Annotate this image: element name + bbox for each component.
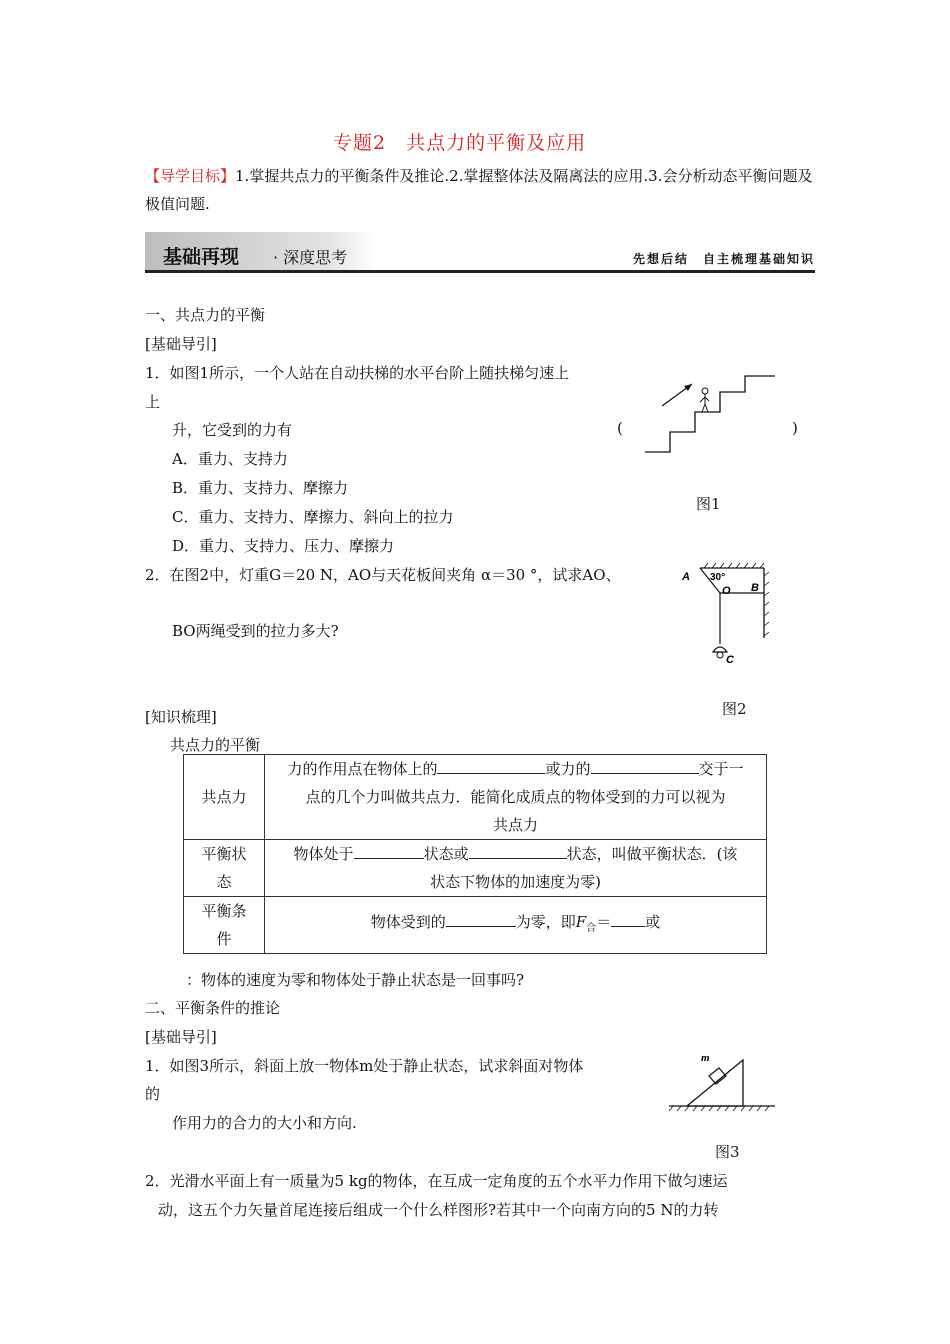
s2-q1-line2: 的	[145, 1085, 161, 1103]
q2-line1: 2．在图2中，灯重G＝20 N，AO与天花板间夹角 α＝30 °，试求AO、	[145, 566, 621, 584]
table-row	[184, 755, 767, 840]
knowledge-sub: 共点力的平衡	[170, 736, 261, 754]
s2-q2-line2: 动，这五个力矢量首尾连接后组成一个什么样图形?若其中一个向南方向的5 N的力转	[158, 1201, 719, 1219]
q2-line2: BO两绳受到的拉力多大?	[172, 622, 339, 640]
row-head-state: 平衡状 态	[184, 840, 265, 897]
figure1-escalator	[640, 370, 780, 460]
knowledge-heading: [知识梳理]	[145, 708, 217, 726]
s2-q2-line1: 2．光滑水平面上有一质量为5 kg的物体，在互成一定角度的五个水平力作用下做匀速运	[145, 1172, 728, 1190]
row-content-concurrent: 力的作用点在物体上的 或力的 交于一 点的几个力叫做共点力．能简化成质点的物体受到的力可以视为 共点力	[265, 755, 767, 840]
section2-guide: [基础导引]	[145, 1028, 217, 1046]
q1-paren-close: )	[792, 419, 798, 437]
banner-main: 基础再现	[163, 246, 240, 268]
fig2-label-angle: 30°	[710, 572, 726, 583]
q1-paren-open: (	[617, 419, 623, 437]
banner-right: 先想后结 自主梳理基础知识	[632, 252, 815, 266]
table-row	[184, 840, 767, 897]
s2-q1-line1: 1．如图3所示，斜面上放一物体m处于静止状态，试求斜面对物体	[145, 1057, 584, 1075]
knowledge-question: ：物体的速度为零和物体处于静止状态是一回事吗?	[186, 971, 525, 989]
row-head-condition: 平衡条 件	[184, 897, 265, 954]
banner-sub: · 深度思考	[273, 248, 348, 267]
option-b: B．重力、支持力、摩擦力	[172, 479, 349, 497]
option-a: A．重力、支持力	[172, 450, 288, 468]
section1-heading: 一、共点力的平衡	[145, 306, 266, 324]
q1-line1-wrap: 上	[145, 393, 161, 411]
fig2-label-o: O	[722, 585, 731, 597]
goal-text: 1.掌握共点力的平衡条件及推论.2.掌握整体法及隔离法的应用.3.会分析动态平衡问题及极值问题.	[145, 167, 813, 213]
row-content-condition: 物体受到的 为零，即$F_合=$ 或	[265, 897, 767, 954]
learning-goals	[145, 162, 815, 218]
knowledge-table	[183, 754, 767, 954]
option-c: C．重力、支持力、摩擦力、斜向上的拉力	[172, 508, 454, 526]
fig2-label-a: A	[682, 571, 690, 583]
figure3-incline	[665, 1048, 780, 1116]
figure2-lamp	[680, 560, 770, 670]
section2-heading: 二、平衡条件的推论	[145, 999, 281, 1017]
fig2-label-b: B	[751, 582, 759, 594]
figure2-caption: 图2	[722, 700, 747, 718]
goal-tag: 【导学目标】	[145, 167, 236, 185]
row-head-concurrent: 共点力	[184, 755, 265, 840]
section-banner	[145, 232, 815, 274]
row-content-state: 物体处于 状态或 状态，叫做平衡状态．(该 状态下物体的加速度为零)	[265, 840, 767, 897]
section1-guide: [基础导引]	[145, 335, 217, 353]
figure3-caption: 图3	[715, 1143, 740, 1161]
q1-line1: 1．如图1所示，一个人站在自动扶梯的水平台阶上随扶梯匀速上	[145, 364, 570, 382]
figure1-caption: 图1	[696, 495, 721, 513]
fig3-label-m: m	[701, 1052, 710, 1064]
s2-q1-line3: 作用力的合力的大小和方向.	[172, 1114, 357, 1132]
page-title: 专题2 共点力的平衡及应用	[333, 132, 587, 154]
q1-line2: 升，它受到的力有	[172, 421, 293, 439]
table-row	[184, 897, 767, 954]
fig2-label-c: C	[726, 654, 734, 666]
option-d: D．重力、支持力、压力、摩擦力	[172, 537, 395, 555]
